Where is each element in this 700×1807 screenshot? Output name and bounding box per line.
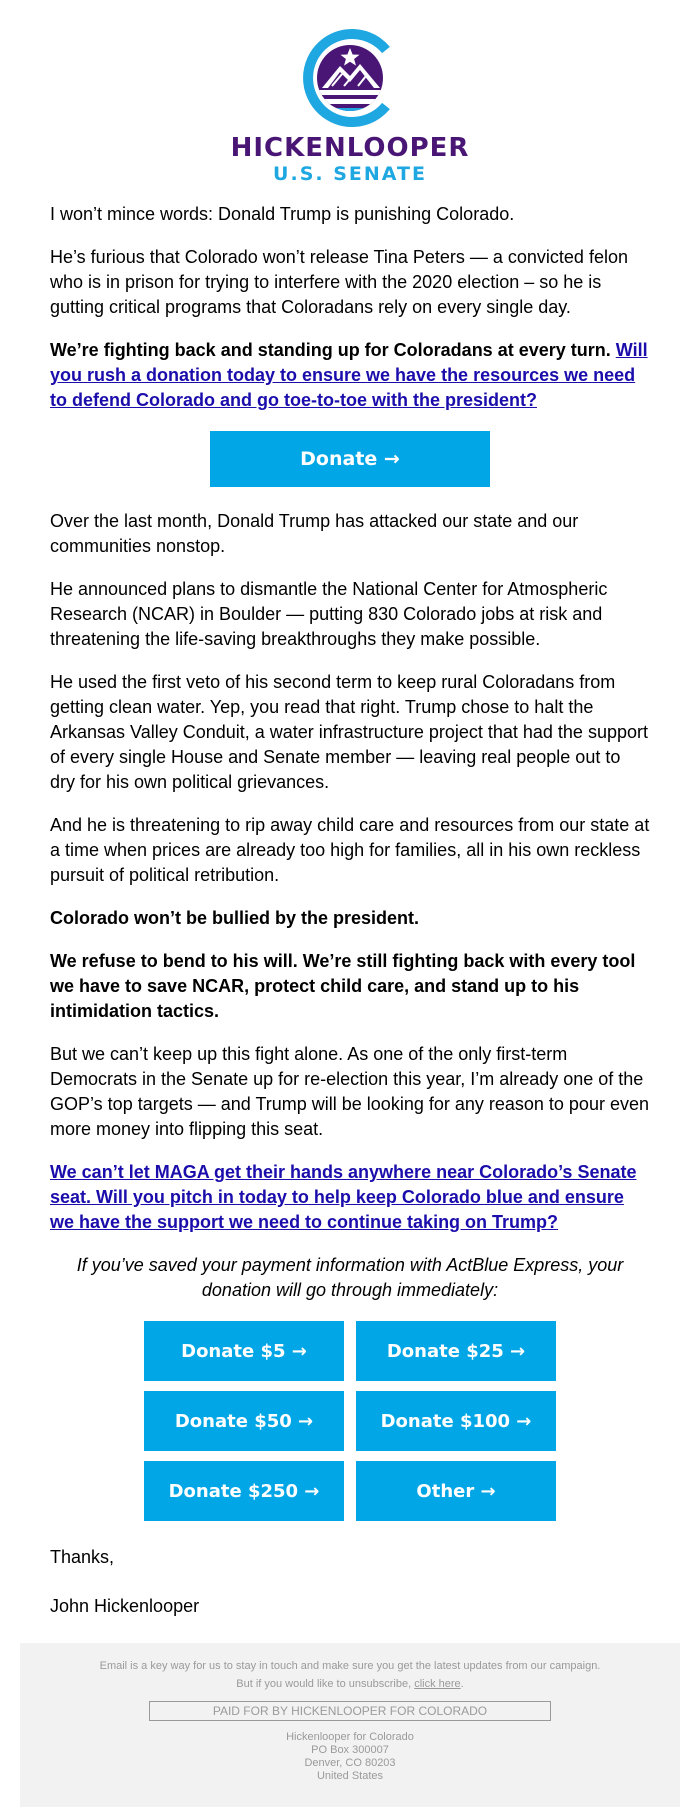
paragraph-ncar: He announced plans to dismantle the National Center for Atmospheric Research (NCAR) in Boulder — putting 830 Colorado jobs at risk and threatening the life-saving breakthroughs they make possible. xyxy=(50,579,608,649)
actblue-express-note: If you’ve saved your payment information with ActBlue Express, your donation will go through immediately: xyxy=(76,1255,624,1300)
paragraph-tina-peters: He’s furious that Colorado won’t release Tina Peters — a convicted felon who is in prison for trying to interfere with the 2020 election – so he is gutting critical programs that Coloradans rely on every single day. xyxy=(50,247,628,317)
donate-25-button[interactable]: Donate $25 → xyxy=(356,1321,556,1381)
address-org: Hickenlooper for Colorado xyxy=(286,1731,414,1743)
paragraph-intro: I won’t mince words: Donald Trump is punishing Colorado. xyxy=(50,204,515,224)
donation-amount-grid xyxy=(50,1321,650,1521)
paragraph-veto: He used the first veto of his second term to keep rural Coloradans from getting clean water. Yep, you read that right. Trump chose to halt the Arkansas Valley Conduit, a water infrastructure project that had the support of every single House and Senate member — leaving real people out to dry for his own political grievances. xyxy=(50,672,648,792)
footer-line-2 xyxy=(40,1675,660,1693)
donate-cta-wrap xyxy=(50,431,650,487)
paragraph-fighting-back xyxy=(50,338,650,413)
donate-other-button[interactable]: Other → xyxy=(356,1461,556,1521)
donate-100-button[interactable]: Donate $100 → xyxy=(356,1391,556,1451)
donate-5-button[interactable]: Donate $5 → xyxy=(144,1321,344,1381)
campaign-logo xyxy=(0,0,700,186)
email-content xyxy=(0,186,700,1619)
address-city: Denver, CO 80203 xyxy=(304,1757,396,1769)
email-footer xyxy=(20,1643,680,1807)
donate-250-button[interactable]: Donate $250 → xyxy=(144,1461,344,1521)
logo-name: HICKENLOOPER xyxy=(230,133,470,163)
logo-subtitle: U.S. SENATE xyxy=(273,163,427,185)
unsubscribe-link[interactable]: click here xyxy=(414,1678,461,1690)
paragraph-last-month: Over the last month, Donald Trump has attacked our state and our communities nonstop. xyxy=(50,511,579,556)
donate-button[interactable]: Donate → xyxy=(210,431,490,487)
paid-for-disclaimer: PAID FOR BY HICKENLOOPER FOR COLORADO xyxy=(149,1701,551,1721)
donate-50-button[interactable]: Donate $50 → xyxy=(144,1391,344,1451)
signoff-name: John Hickenlooper xyxy=(50,1596,200,1616)
hickenlooper-c-logo-icon xyxy=(300,28,400,128)
pitch-in-link[interactable]: We can’t let MAGA get their hands anywhere near Colorado’s Senate seat. Will you pitch in today to help keep Colorado blue and ensure we have the support we need to continue taking on Trump? xyxy=(50,1162,637,1232)
address-country: United States xyxy=(316,1770,384,1782)
address-po-box: PO Box 300007 xyxy=(311,1744,389,1756)
fighting-back-text: We’re fighting back and standing up for Coloradans at every turn. xyxy=(50,340,611,360)
footer-address xyxy=(40,1731,660,1783)
rush-donation-link[interactable]: Will you rush a donation today to ensure we have the resources we need to defend Colorado and go toe-to-toe with the president? xyxy=(50,340,648,410)
paragraph-not-bullied: Colorado won’t be bullied by the president. xyxy=(50,908,420,928)
footer-unsubscribe-prefix: But if you would like to unsubscribe, xyxy=(236,1678,412,1690)
signoff-thanks: Thanks, xyxy=(50,1547,115,1567)
paragraph-cant-alone: But we can’t keep up this fight alone. As one of the only first-term Democrats in the Senate up for re-election this year, I’m already one of the GOP’s top targets — and Trump will be looking for any reason to pour even more money into flipping this seat. xyxy=(50,1044,649,1139)
paragraph-child-care: And he is threatening to rip away child care and resources from our state at a time when prices are already too high for families, all in his own reckless pursuit of political retribution. xyxy=(50,815,650,885)
footer-unsubscribe-suffix: . xyxy=(460,1678,464,1690)
paragraph-refuse-to-bend: We refuse to bend to his will. We’re still fighting back with every tool we have to save NCAR, protect child care, and stand up to his intimidation tactics. xyxy=(50,951,636,1021)
footer-line-1: Email is a key way for us to stay in touch and make sure you get the latest updates from our campaign. xyxy=(99,1660,601,1672)
signoff xyxy=(50,1545,650,1619)
paragraph-maga-link-wrap xyxy=(50,1160,650,1235)
